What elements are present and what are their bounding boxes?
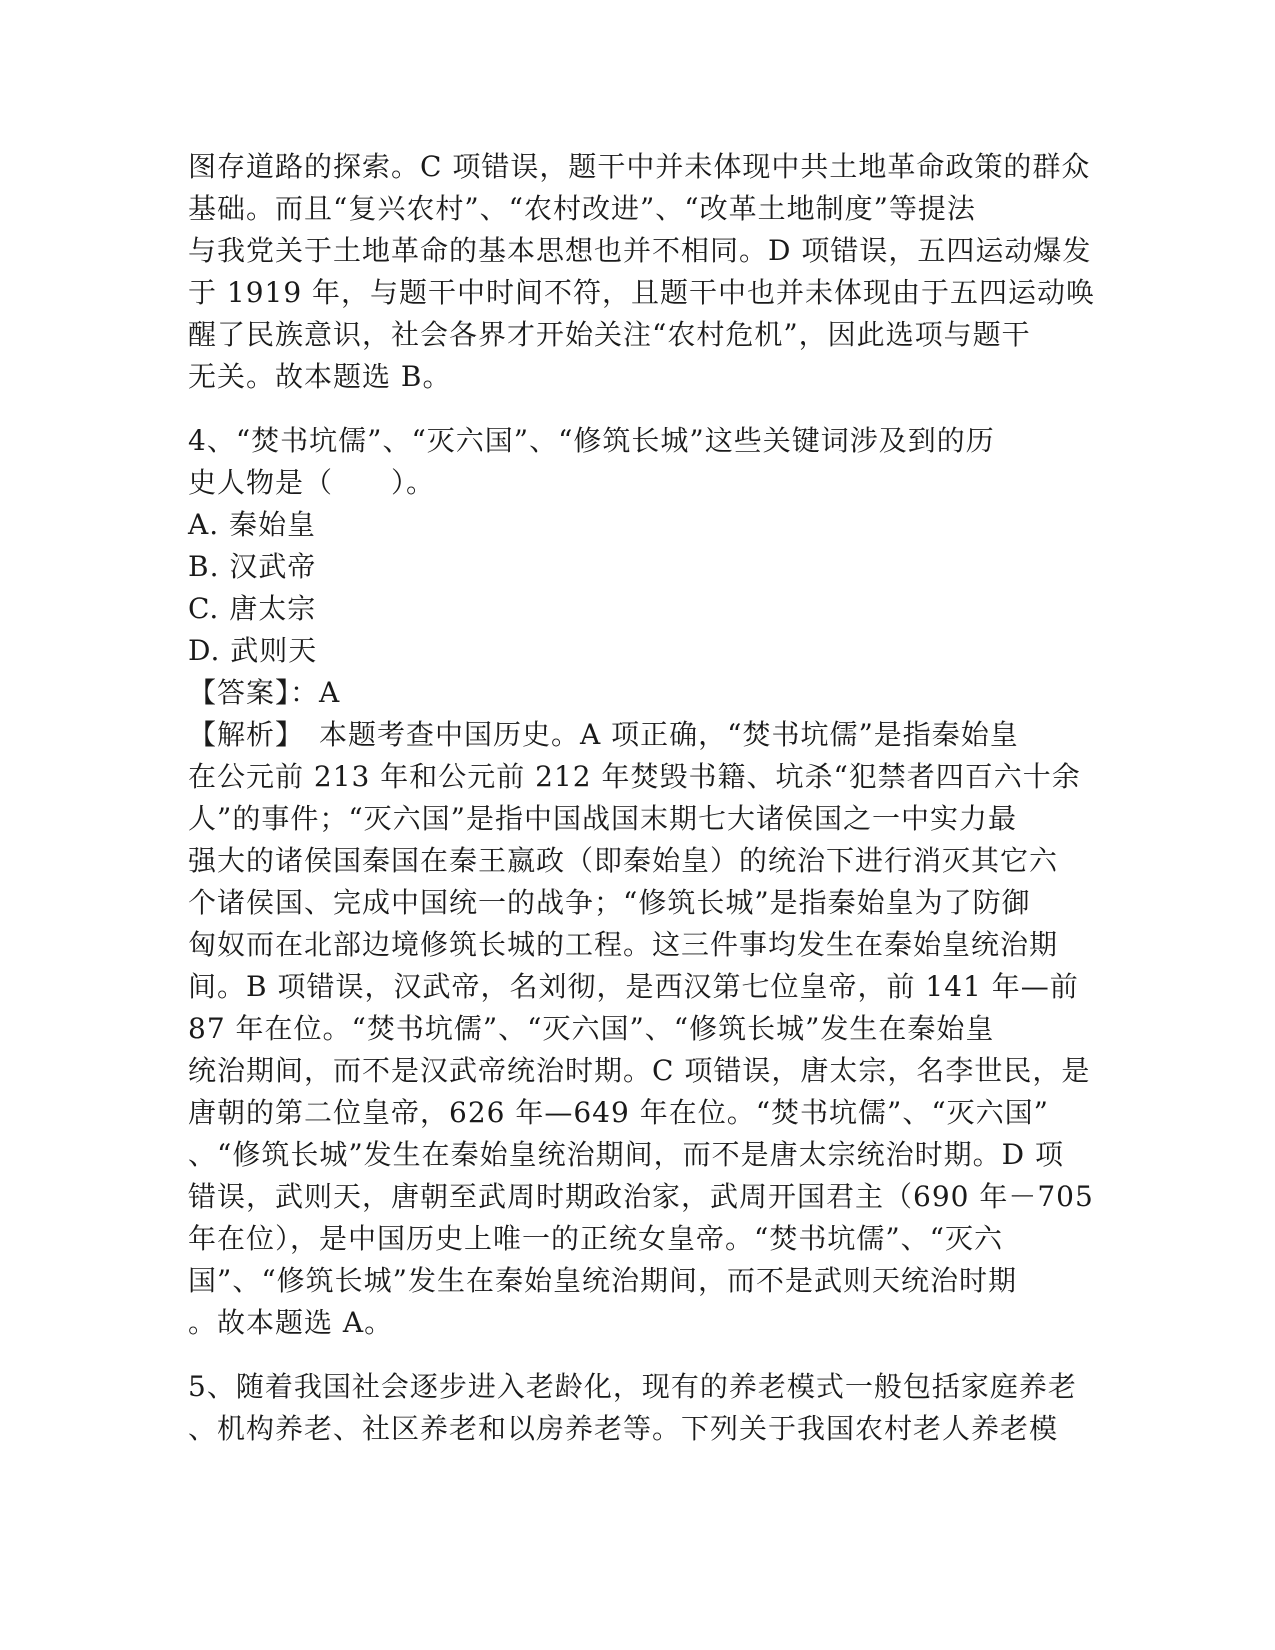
question-5 bbox=[188, 1366, 1088, 1450]
text-line: 人”的事件；“灭六国”是指中国战国末期七大诸侯国之一中实力最 bbox=[188, 802, 1017, 835]
text-line: 于 1919 年，与题干中时间不符，且题干中也并未体现由于五四运动唤 bbox=[188, 276, 1096, 309]
text-line: 间。B 项错误，汉武帝，名刘彻，是西汉第七位皇帝，前 141 年—前 bbox=[188, 970, 1079, 1003]
text-line: 无关。故本题选 B。 bbox=[188, 360, 452, 393]
text-line: 基础。而且“复兴农村”、“农村改进”、“改革土地制度”等提法 bbox=[188, 192, 976, 225]
question-stem: 5、随着我国社会逐步进入老龄化，现有的养老模式一般包括家庭养老 bbox=[188, 1370, 1077, 1403]
text-line: 唐朝的第二位皇帝，626 年—649 年在位。“焚书坑儒”、“灭六国” bbox=[188, 1096, 1049, 1129]
question-stem: 4、“焚书坑儒”、“灭六国”、“修筑长城”这些关键词涉及到的历 bbox=[188, 424, 995, 457]
option-a: A. 秦始皇 bbox=[188, 508, 317, 541]
text-line: 与我党关于土地革命的基本思想也并不相同。D 项错误，五四运动爆发 bbox=[188, 234, 1092, 267]
question-stem: 史人物是（ ）。 bbox=[188, 466, 436, 499]
option-c: C. 唐太宗 bbox=[188, 592, 317, 625]
option-b: B. 汉武帝 bbox=[188, 550, 317, 583]
previous-explanation bbox=[188, 146, 1096, 398]
text-line: 、“修筑长城”发生在秦始皇统治期间，而不是唐太宗统治时期。D 项 bbox=[188, 1138, 1064, 1171]
text-line: 个诸侯国、完成中国统一的战争；“修筑长城”是指秦始皇为了防御 bbox=[188, 886, 1031, 919]
text-line: 错误，武则天，唐朝至武周时期政治家，武周开国君主（690 年－705 bbox=[188, 1180, 1094, 1213]
text-line: 【解析】 本题考查中国历史。A 项正确，“焚书坑儒”是指秦始皇 bbox=[188, 718, 1019, 751]
question-4 bbox=[188, 420, 1094, 1344]
text-line: 。故本题选 A。 bbox=[188, 1306, 394, 1339]
text-line: 图存道路的探索。C 项错误，题干中并未体现中共土地革命政策的群众 bbox=[188, 150, 1091, 183]
text-line: 国”、“修筑长城”发生在秦始皇统治期间，而不是武则天统治时期 bbox=[188, 1264, 1017, 1297]
text-line: 醒了民族意识，社会各界才开始关注“农村危机”，因此选项与题干 bbox=[188, 318, 1031, 351]
answer-line: 【答案】：A bbox=[188, 676, 341, 709]
text-line: 强大的诸侯国秦国在秦王嬴政（即秦始皇）的统治下进行消灭其它六 bbox=[188, 844, 1059, 877]
option-d: D. 武则天 bbox=[188, 634, 318, 667]
document-page bbox=[188, 146, 1096, 1450]
text-line: 在公元前 213 年和公元前 212 年焚毁书籍、坑杀“犯禁者四百六十余 bbox=[188, 760, 1081, 793]
text-line: 87 年在位。“焚书坑儒”、“灭六国”、“修筑长城”发生在秦始皇 bbox=[188, 1012, 995, 1045]
text-line: 年在位），是中国历史上唯一的正统女皇帝。“焚书坑儒”、“灭六 bbox=[188, 1222, 1003, 1255]
text-line: 统治期间，而不是汉武帝统治时期。C 项错误，唐太宗，名李世民，是 bbox=[188, 1054, 1091, 1087]
explanation bbox=[188, 714, 1094, 1344]
text-line: 匈奴而在北部边境修筑长城的工程。这三件事均发生在秦始皇统治期 bbox=[188, 928, 1059, 961]
question-stem: 、机构养老、社区养老和以房养老等。下列关于我国农村老人养老模 bbox=[188, 1412, 1059, 1445]
